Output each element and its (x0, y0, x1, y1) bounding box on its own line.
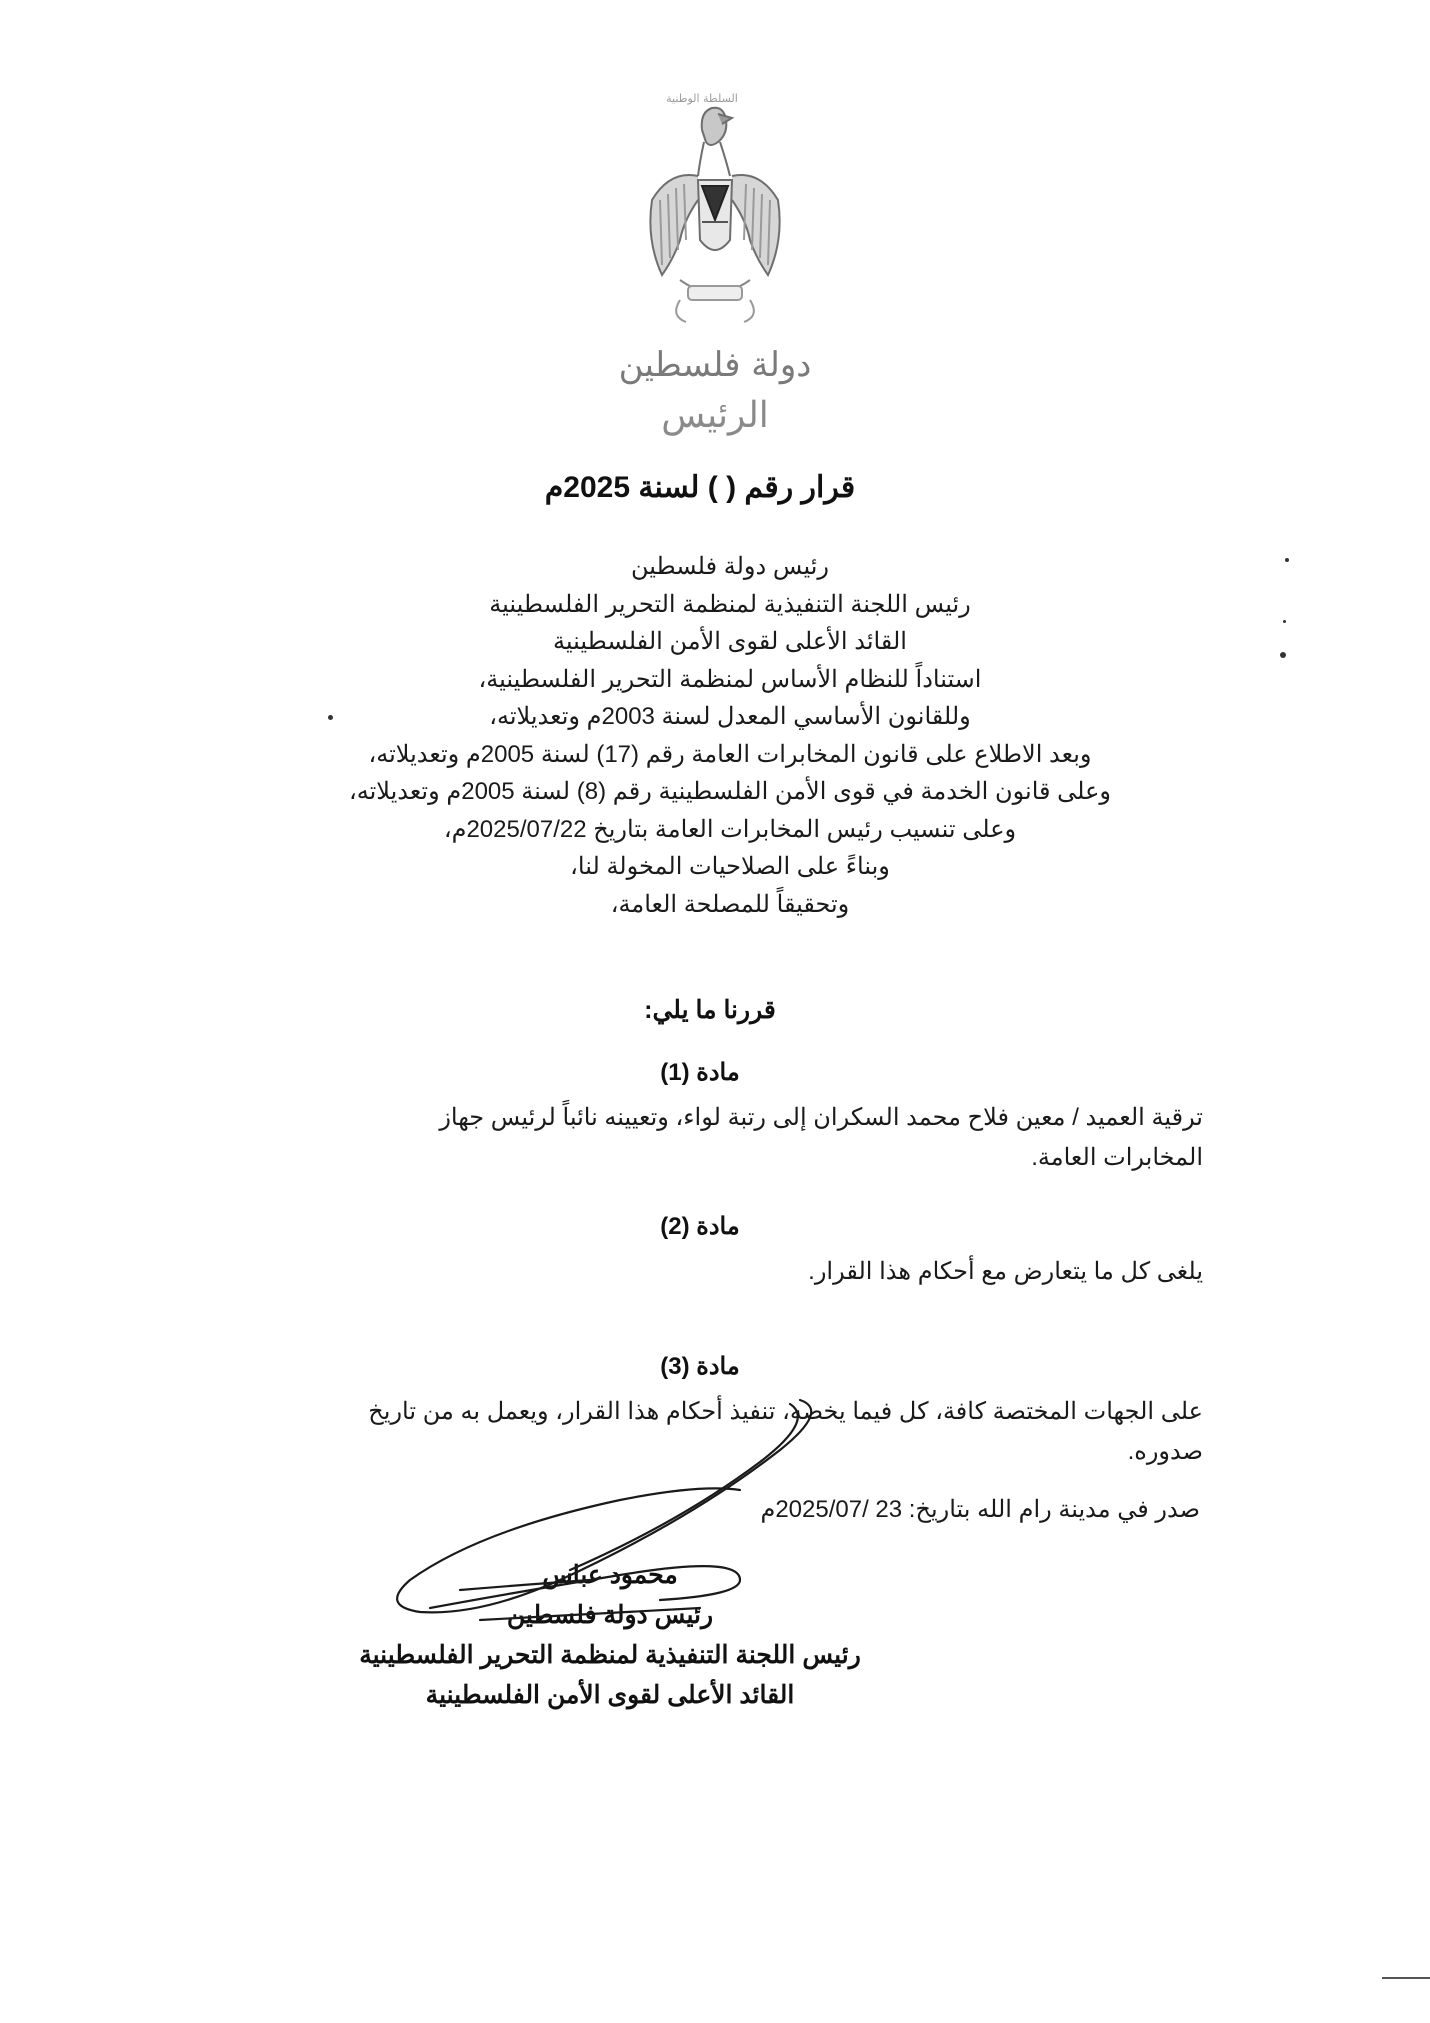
article-3-line-2: صدوره. (1127, 1438, 1203, 1465)
article-2-line-1: يلغى كل ما يتعارض مع أحكام هذا القرار. (808, 1258, 1203, 1285)
scan-speck (1285, 558, 1289, 562)
eagle-emblem-icon (640, 90, 790, 335)
preamble-line: استناداً للنظام الأساس لمنظمة التحرير الفلسطينية، (478, 665, 982, 693)
issued-date-line: صدر في مدينة رام الله بتاريخ: 23 /2025/07م (760, 1496, 1200, 1523)
handwritten-signature-icon (360, 1380, 840, 1640)
article-1-heading: مادة (1) (660, 1059, 740, 1086)
article-3-heading: مادة (3) (660, 1353, 740, 1380)
preamble-line: وتحقيقاً للمصلحة العامة، (610, 890, 850, 918)
article-1-body (255, 1098, 1203, 1178)
article-2-body (255, 1252, 1203, 1292)
preamble-line: وللقانون الأساسي المعدل لسنة 2003م وتعديلاته، (489, 703, 971, 730)
article-1-line-1: ترقية العميد / معين فلاح محمد السكران إلى رتبة لواء، وتعيينه نائباً لرئيس جهاز (439, 1104, 1203, 1131)
preamble-line: وبناءً على الصلاحيات المخولة لنا، (570, 853, 890, 880)
state-name: دولة فلسطين (618, 345, 812, 385)
emblem-caption: السلطة الوطنية (666, 92, 738, 105)
preamble-line: وعلى قانون الخدمة في قوى الأمن الفلسطينية رقم (8) لسنة 2005م وتعديلاته، (348, 778, 1112, 805)
preamble-line: القائد الأعلى لقوى الأمن الفلسطينية (553, 628, 907, 655)
scan-speck (1283, 620, 1286, 623)
signatory-title-1: رئيس دولة فلسطين (506, 1601, 714, 1629)
preamble-line: وبعد الاطلاع على قانون المخابرات العامة رقم (17) لسنة 2005م وتعديلاته، (368, 740, 1092, 768)
scan-speck (1280, 652, 1286, 658)
article-2-heading: مادة (2) (660, 1213, 740, 1240)
article-3-line-1: على الجهات المختصة كافة، كل فيما يخصه، تنفيذ أحكام هذا القرار، ويعمل به من تاريخ (368, 1398, 1203, 1425)
scan-speck (328, 715, 333, 720)
president-label: الرئيس (661, 395, 769, 436)
preamble-line: رئيس دولة فلسطين (631, 553, 829, 580)
preamble-line: رئيس اللجنة التنفيذية لمنظمة التحرير الفلسطينية (489, 590, 971, 618)
signatory-title-3: القائد الأعلى لقوى الأمن الفلسطينية (425, 1681, 795, 1709)
signatory-title-2: رئيس اللجنة التنفيذية لمنظمة التحرير الفلسطينية (359, 1641, 861, 1669)
scan-edge-mark (1382, 1977, 1430, 1979)
preamble (300, 548, 1160, 923)
signatory-name: محمود عباس (542, 1561, 678, 1589)
article-1-line-2: المخابرات العامة. (1031, 1144, 1203, 1171)
preamble-line: وعلى تنسيب رئيس المخابرات العامة بتاريخ 2025/07/22م، (443, 815, 1017, 843)
decided-heading: قررنا ما يلي: (644, 996, 776, 1024)
decision-title: قرار رقم ( ) لسنة 2025م (544, 471, 856, 504)
